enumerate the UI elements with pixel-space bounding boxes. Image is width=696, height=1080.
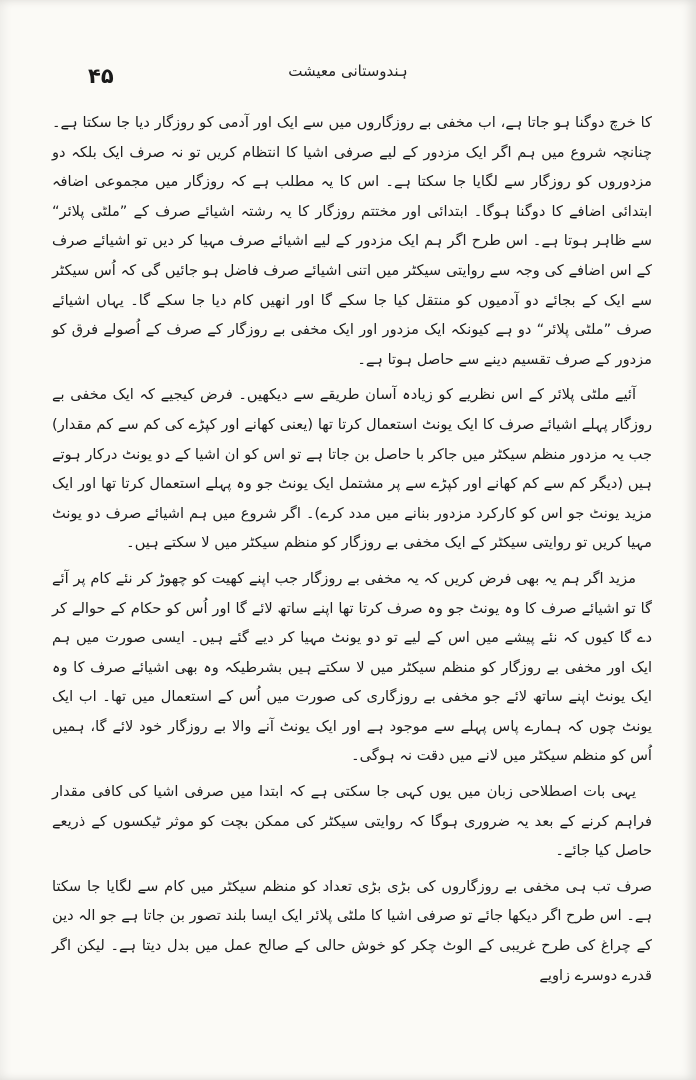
page-number: ۴۵ [88,64,114,88]
paragraph: یہی بات اصطلاحی زبان میں یوں کہی جا سکتی ہے کہ ابتدا میں صرفی اشیا کی کافی مقدار فراہم کرنے کے بعد یہ ضروری ہوگا کہ روایتی سیکٹر کی ممکن بچت کو موثر ٹیکسوں کے ذریعے حاصل کیا جائے۔ [52,783,652,860]
paragraph: صرف تب ہی مخفی بے روزگاروں کی بڑی بڑی تعداد کو منظم سیکٹر میں کام سے لگایا جا سکتا ہے۔ اس طرح اگر دیکھا جائے تو صرفی اشیا کا ملٹی پلائر ایک ایسا بلند تصور بن جاتا ہے جو الہ دین کے چراغ کی طرح غریبی کے الوٹ چکر کو خوش حالی کے صالح عمل میں بدل دیتا ہے۔ لیکن اگر قدرے دوسرے زاویے [52,877,652,984]
paragraph: مزید اگر ہم یہ بھی فرض کریں کہ یہ مخفی بے روزگار جب اپنے کھیت کو چھوڑ کر نئے کام پر آئے گا تو اشیائے صرف کا وہ یونٹ جو وہ صرف کرتا تھا اپنے ساتھ لائے گا اور اُس کو حکام کے حوالے کر دے گا کیوں کہ نئے پیشے میں اس کے لیے تو دو یونٹ مہیا کر دیے گئے ہیں۔ ایسی صورت میں ہم ایک اور مخفی بے روزگار کو منظم سیکٹر میں لا سکتے ہیں بشرطیکہ وہ بھی اشیائے صرف کا وہ ایک یونٹ اپنے ساتھ لائے جو مخفی بے روزگاری کی صورت میں اُس کے استعمال میں تھا۔ اب ایک یونٹ چوں کہ ہمارے پاس پہلے سے موجود ہے اور ایک یونٹ آنے والا بے روزگار خود لائے گا، ہمیں اُس کو منظم سیکٹر میں لانے میں دقت نہ ہوگی۔ [52,569,652,765]
running-head: ہندوستانی معیشت [288,62,408,80]
paragraph: کا خرچ دوگنا ہو جاتا ہے، اب مخفی بے روزگاروں میں سے ایک اور آدمی کو روزگار دیا جا سکتا ہے۔ چنانچہ شروع میں ہم اگر ایک مزدور کے لیے صرفی اشیا کا انتظام کریں تو نہ صرف ایک بلکہ دو مزدوروں کو روزگار سے لگایا جا سکتا ہے۔ اس کا یہ مطلب ہے کہ روزگار میں مجموعی اضافہ ابتدائی اضافے کا دوگنا ہوگا۔ ابتدائی اور مختتم روزگار کا یہ رشتہ اشیائے صرف کے ”ملٹی پلائر“ سے ظاہر ہوتا ہے۔ اس طرح اگر ہم ایک مزدور کے لیے اشیائے صرف مہیا کر دیں تو اشیائے صرف کے اس اضافے کی وجہ سے روایتی سیکٹر میں اتنی اشیائے صرف فاضل ہو جائیں گی کہ اُس سیکٹر سے ایک کے بجائے دو آدمیوں کو منتقل کیا جا سکے گا اور انھیں کام دیا جا سکے گا۔ یہاں اشیائے صرف ”ملٹی پلائر“ دو ہے کیونکہ ایک مزدور اور ایک مخفی بے روزگار کے صرف کے اُصولے فرق کو مزدور کے صرف تقسیم دینے سے حاصل ہوتا ہے۔ [52,114,652,368]
body-text [52,108,652,990]
paragraph: آئیے ملٹی پلائر کے اس نظریے کو زیادہ آسان طریقے سے دیکھیں۔ فرض کیجیے کہ ایک مخفی بے روزگار پہلے اشیائے صرف کا ایک یونٹ استعمال کرتا تھا (یعنی کھانے اور کپڑے کی کم سے کم مقدار) جب یہ مزدور منظم سیکٹر میں جاکر با حاصل بن جاتا ہے تو اس کو ان اشیا کے دو یونٹ درکار ہوتے ہیں (دیگر کم سے کم کھانے اور کپڑے سے پر مشتمل ایک یونٹ جو وہ پہلے استعمال کرتا تھا اور ایک مزید یونٹ جو اس کو کارکرد مزدور بنانے میں مدد کرے)۔ اگر شروع میں ہم اشیائے صرف دو یونٹ مہیا کریں تو روایتی سیکٹر کے ایک مخفی بے روزگار کو منظم سیکٹر میں لا سکتے ہیں۔ [52,386,652,552]
page-header [0,56,696,86]
